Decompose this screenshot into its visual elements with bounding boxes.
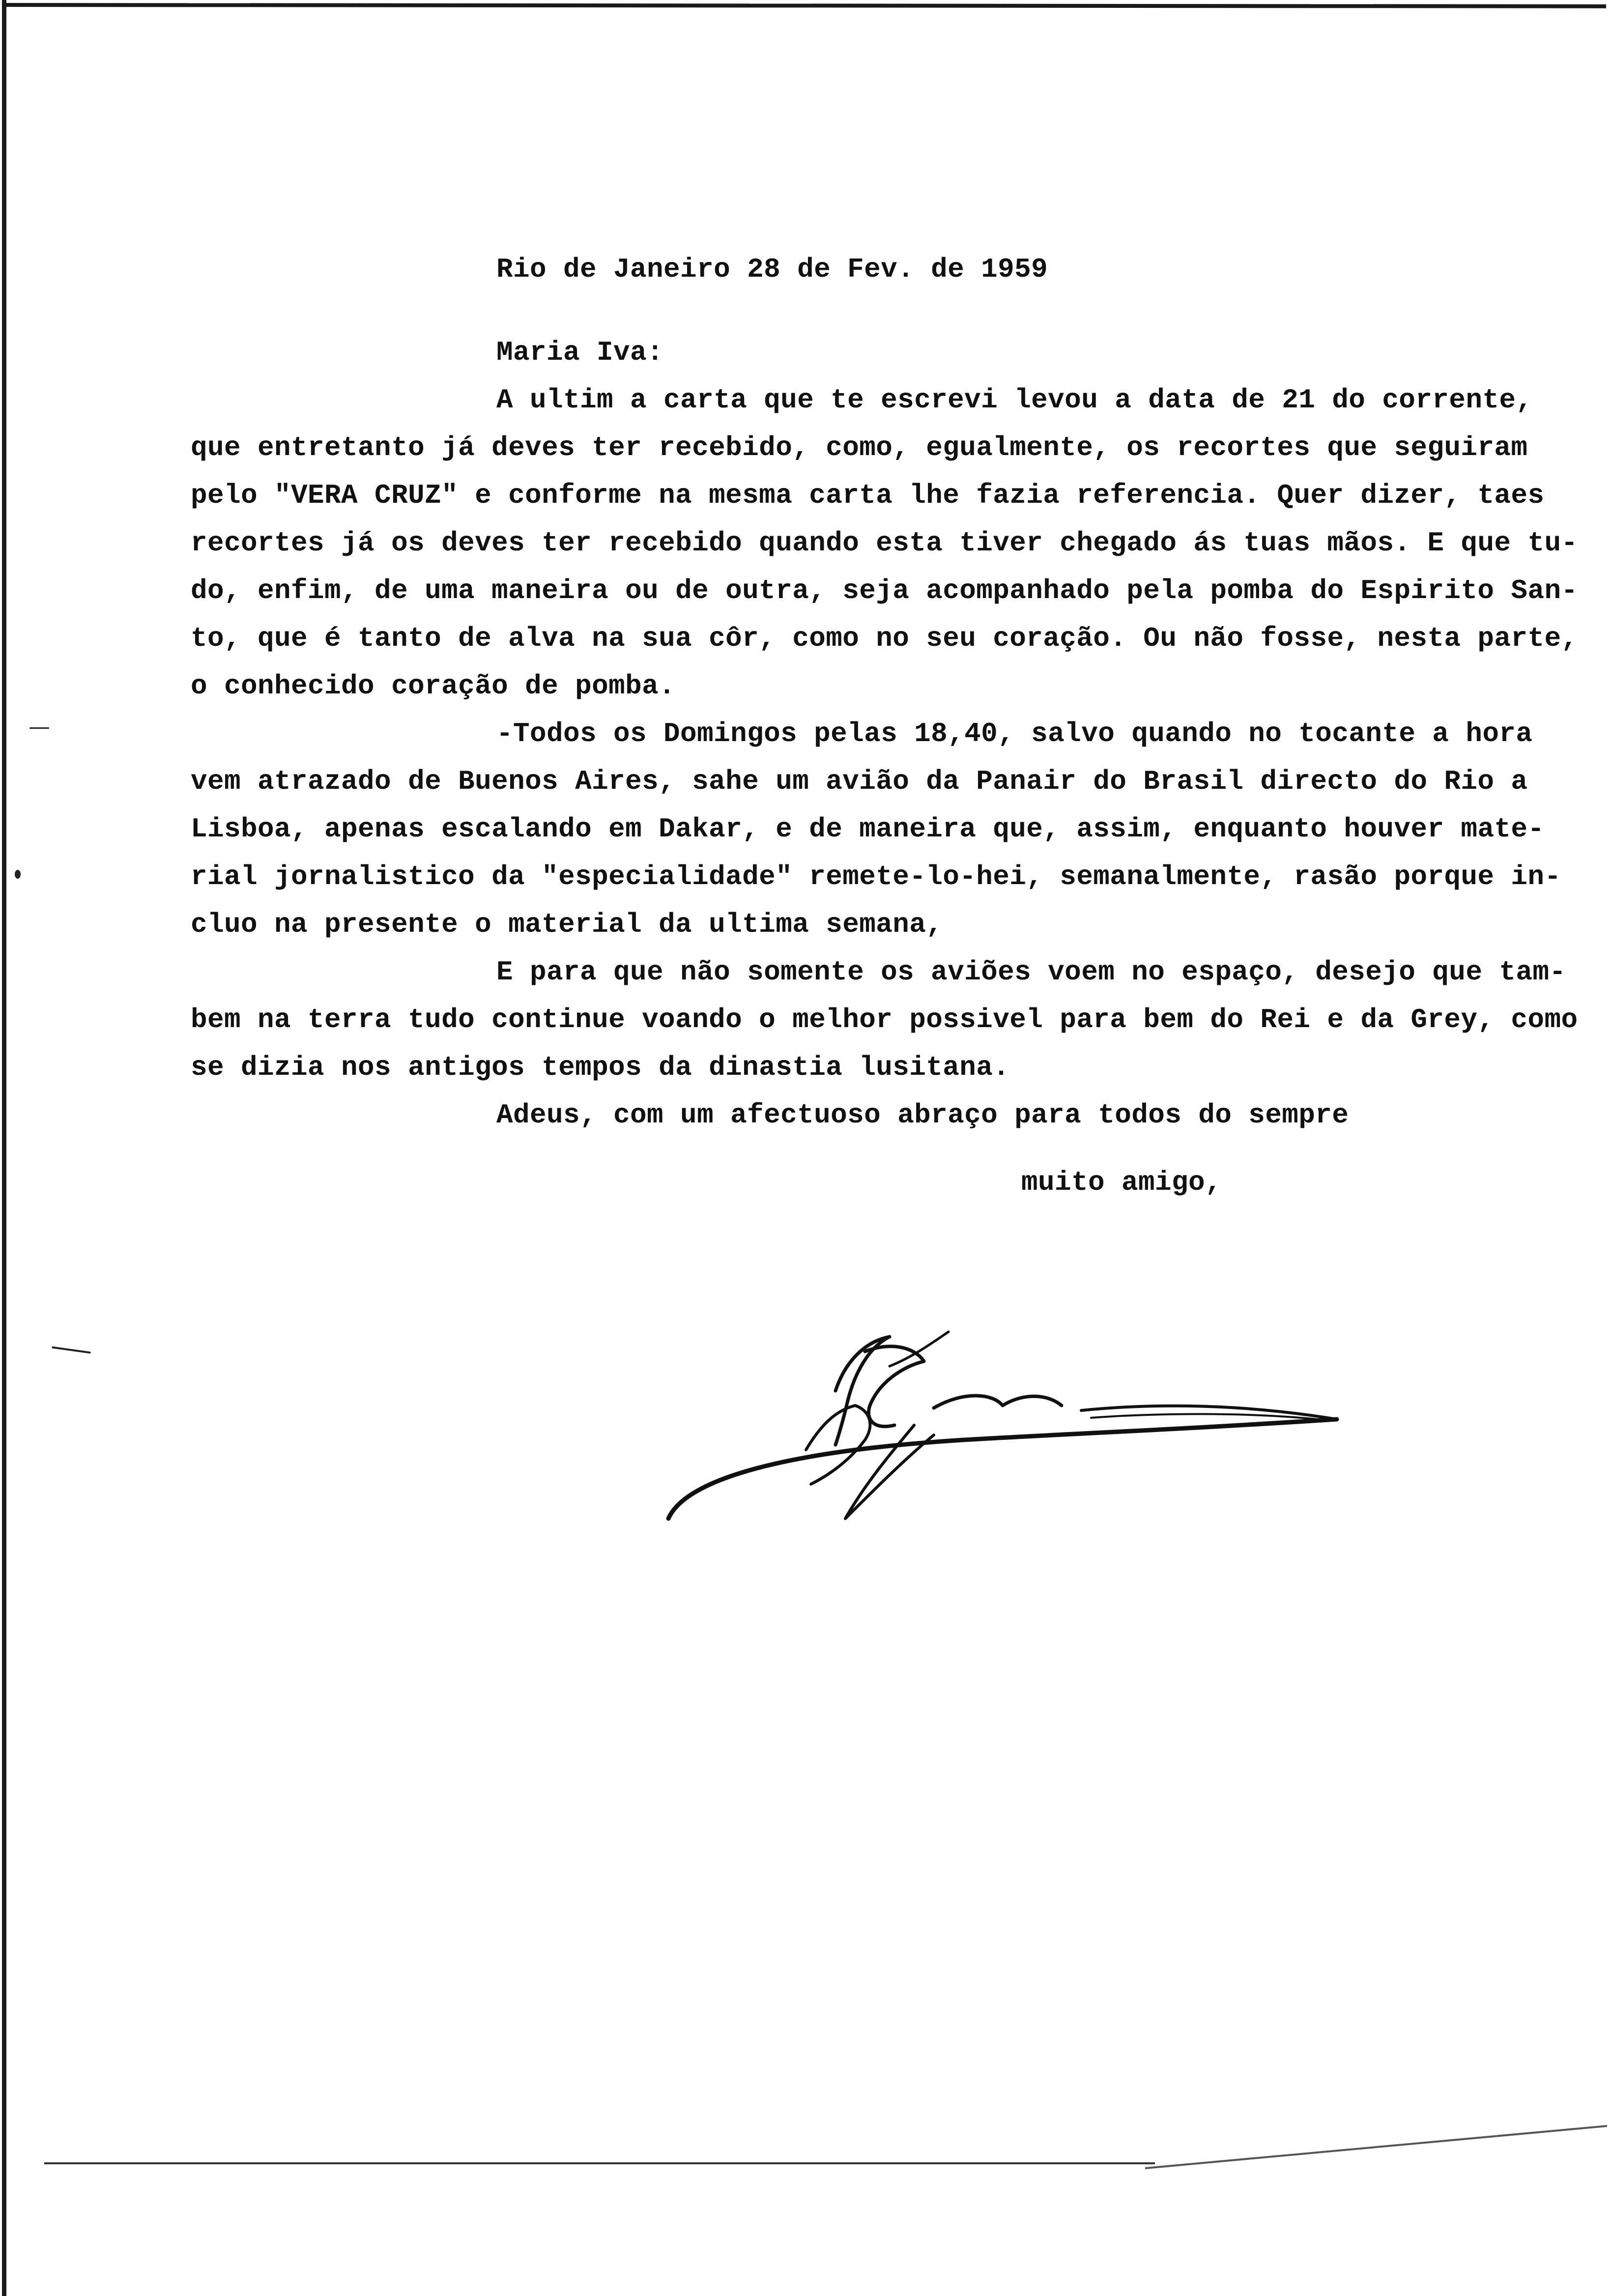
scan-mark [29, 727, 49, 729]
letter-body [191, 246, 1612, 1206]
scan-mark [52, 1346, 91, 1353]
scan-speck [15, 870, 21, 879]
letter-closing: Adeus, com um afectuoso abraço para todos do sempre [496, 1099, 1349, 1131]
letter-date: Rio de Janeiro 28 de Fev. de 1959 [496, 254, 1048, 285]
letter-salutation: Maria Iva: [496, 337, 664, 368]
paragraph-1-line-6: to, que é tanto de alva na sua côr, como no seu coração. Ou não fosse, nesta parte, [191, 623, 1578, 654]
handwritten-signature [659, 1288, 1356, 1543]
paragraph-1-line-3: pelo "VERA CRUZ" e conforme na mesma carta lhe fazia referencia. Quer dizer, taes [191, 480, 1545, 511]
bottom-rule-right [1145, 2123, 1607, 2182]
paragraph-2-line-3: Lisboa, apenas escalando em Dakar, e de maneira que, assim, enquanto houver mate- [191, 813, 1545, 845]
scan-edge-top [4, 3, 1606, 8]
paragraph-3-line-2: bem na terra tudo continue voando o melhor possivel para bem do Rei e da Grey, como [191, 1004, 1578, 1035]
bottom-rule [44, 2162, 1155, 2164]
paragraph-1-line-1: A ultim a carta que te escrevi levou a data de 21 do corrente, [496, 384, 1533, 416]
paragraph-2-line-5: cluo na presente o material da ultima semana, [191, 909, 943, 940]
paragraph-3-line-1: E para que não somente os aviões voem no espaço, desejo que tam- [496, 956, 1566, 988]
paragraph-1-line-4: recortes já os deves ter recebido quando esta tiver chegado ás tuas mãos. E que tu- [191, 527, 1578, 559]
paragraph-1-line-5: do, enfim, de uma maneira ou de outra, seja acompanhado pela pomba do Espirito San- [191, 575, 1578, 606]
scan-edge-left [2, 0, 6, 2296]
paragraph-2-line-1: -Todos os Domingos pelas 18,40, salvo quando no tocante a hora [496, 718, 1533, 749]
paragraph-1-line-7: o conhecido coração de pomba. [191, 670, 676, 702]
paragraph-3-line-3: se dizia nos antigos tempos da dinastia lusitana. [191, 1052, 1010, 1083]
letter-signoff: muito amigo, [1021, 1167, 1222, 1198]
paragraph-2-line-4: rial jornalistico da "especialidade" remete-lo-hei, semanalmente, rasão porque in- [191, 861, 1561, 892]
paragraph-1-line-2: que entretanto já deves ter recebido, como, egualmente, os recortes que seguiram [191, 432, 1528, 463]
paragraph-2-line-2: vem atrazado de Buenos Aires, sahe um avião da Panair do Brasil directo do Rio a [191, 766, 1528, 797]
